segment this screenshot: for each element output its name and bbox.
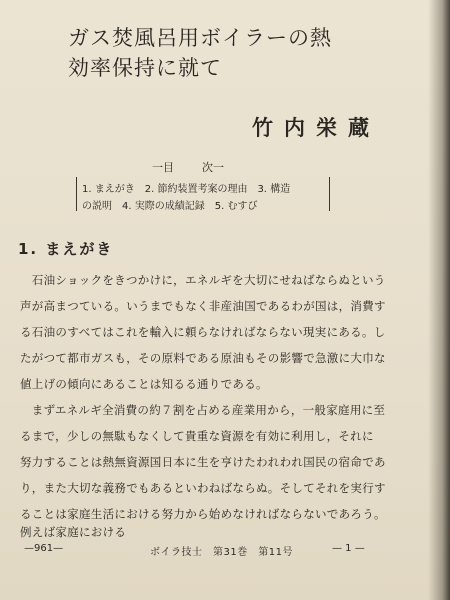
- toc-line-2: の説明 4. 実際の成績記録 5. むすび: [82, 201, 258, 212]
- footer-page-number-left: —961—: [24, 543, 64, 554]
- body-line: り，また大切な義務でもあるといわねばならぬ。そしてそれを実行す: [20, 481, 386, 495]
- article-title-line-1: ガス焚風呂用ボイラーの熱: [68, 26, 332, 50]
- body-line: まずエネルギ全消費の約７割を占める産業用から，一般家庭用に至: [20, 403, 386, 417]
- body-line: 例えば家庭における: [20, 525, 127, 539]
- body-line: る石油のすべてはこれを輸入に頼らなければならない現実にある。し: [20, 325, 386, 339]
- body-line: 声が高まつている。いうまでもなく非産油国であるわが国は，消費す: [20, 299, 386, 313]
- body-line: るまで，少しの無駄もなくして貴重な資源を有効に利用し，それに: [20, 429, 374, 443]
- toc-heading-right: 次一: [202, 161, 224, 174]
- binding-shadow: [428, 0, 450, 600]
- body-line: 値上げの傾向にあることは知るる通りである。: [20, 377, 268, 391]
- footer-journal-name: ボイラ技士 第31巻 第11号: [150, 547, 293, 558]
- body-line: たがつて都市ガスも，その原料である原油もその影響で急激に大巾な: [20, 351, 386, 365]
- author-name: 竹内栄蔵: [252, 115, 380, 140]
- article-title-line-2: 効率保持に就て: [68, 56, 222, 80]
- toc-heading-left: 一目: [152, 161, 174, 174]
- section-heading: 1. まえがき: [18, 240, 114, 258]
- body-line: ることは家庭生活における努力から始めなければならないであろう。: [20, 507, 386, 521]
- body-line: 努力することは熱無資源国日本に生を亨けたわれわれ国民の宿命であ: [20, 455, 386, 469]
- toc-heading: [152, 159, 224, 175]
- toc-line-1: 1. まえがき 2. 節約装置考案の理由 3. 構造: [82, 184, 291, 195]
- footer-page-number-right: — 1 —: [332, 543, 365, 554]
- body-line: 石油ショックをきつかけに，エネルギを大切にせねばならぬという: [20, 273, 386, 287]
